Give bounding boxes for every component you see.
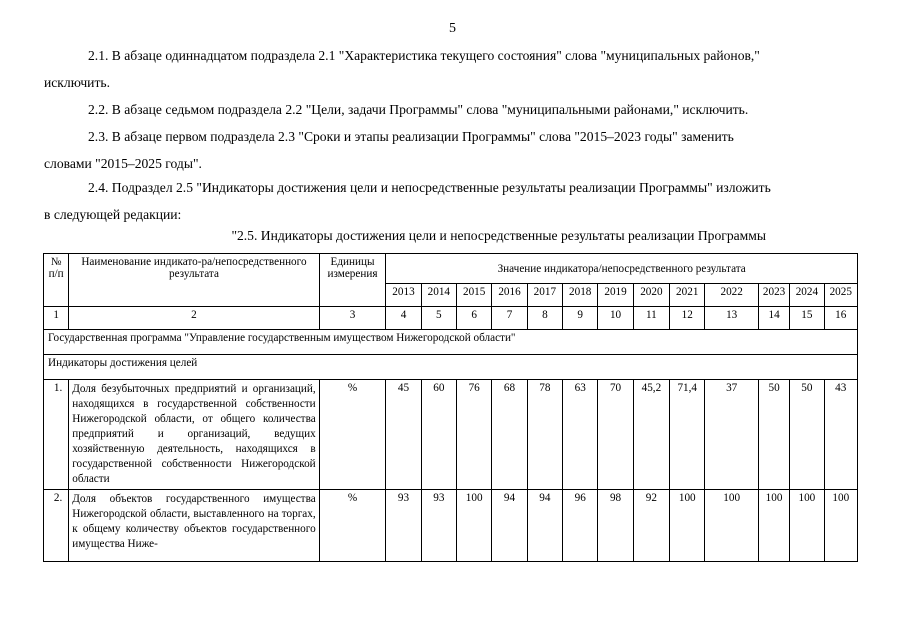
paragraph-2-2 xyxy=(44,96,856,123)
year-cell: 2022 xyxy=(705,284,759,307)
table-row xyxy=(44,380,858,490)
value-cell: 76 xyxy=(457,380,492,490)
paragraph-2-4 xyxy=(44,174,856,228)
page-number: 5 xyxy=(449,21,456,36)
index-cell: 6 xyxy=(457,307,492,330)
row-name: Доля объектов государственного имущества Нижегородской области, выставленного на торгах, к общему количеству объектов государственного имущества Ниже- xyxy=(69,490,319,562)
paragraph-text: 2.4. Подраздел 2.5 "Индикаторы достижения цели и непосредственные результаты реализации Программы" изложить xyxy=(88,180,771,195)
row-name: Доля безубыточных предприятий и организаций, находящихся в государственной собственности Нижегородской области, от общего количества предприятий и организаций, ведущих хозяйственную деятельность, находящихся в государственной собственности Нижегородской области xyxy=(69,380,319,490)
header-values-title: Значение индикатора/непосредственного результата xyxy=(386,254,858,284)
value-cell: 71,4 xyxy=(670,380,705,490)
index-cell: 12 xyxy=(670,307,705,330)
year-cell: 2014 xyxy=(421,284,456,307)
paragraph-text-cont: словами "2015–2025 годы". xyxy=(44,156,202,171)
year-cell: 2017 xyxy=(527,284,562,307)
value-cell: 50 xyxy=(758,380,789,490)
index-cell: 14 xyxy=(758,307,789,330)
index-cell: 4 xyxy=(386,307,421,330)
section-heading: "2.5. Индикаторы достижения цели и непосредственные результаты реализации Программы xyxy=(231,228,766,243)
index-cell: 9 xyxy=(563,307,598,330)
value-cell: 94 xyxy=(492,490,527,562)
index-cell: 8 xyxy=(527,307,562,330)
row-num: 1. xyxy=(44,380,69,490)
value-cell: 93 xyxy=(421,490,456,562)
row-unit: % xyxy=(319,490,386,562)
value-cell: 100 xyxy=(758,490,789,562)
value-cell: 70 xyxy=(598,380,633,490)
index-cell: 11 xyxy=(633,307,669,330)
value-cell: 93 xyxy=(386,490,421,562)
year-cell: 2025 xyxy=(824,284,857,307)
index-cell: 16 xyxy=(824,307,857,330)
value-cell: 60 xyxy=(421,380,456,490)
value-cell: 100 xyxy=(705,490,759,562)
index-cell: 15 xyxy=(790,307,824,330)
year-cell: 2019 xyxy=(598,284,633,307)
index-cell: 2 xyxy=(69,307,319,330)
paragraph-text: 2.2. В абзаце седьмом подраздела 2.2 "Цели, задачи Программы" слова "муниципальными районами," исключить. xyxy=(88,102,749,117)
value-cell: 94 xyxy=(527,490,562,562)
indicators-table xyxy=(43,253,858,562)
value-cell: 50 xyxy=(790,380,824,490)
row-num: 2. xyxy=(44,490,69,562)
paragraph-text-cont: в следующей редакции: xyxy=(44,207,182,222)
value-cell: 100 xyxy=(790,490,824,562)
value-cell: 78 xyxy=(527,380,562,490)
index-cell: 10 xyxy=(598,307,633,330)
value-cell: 43 xyxy=(824,380,857,490)
header-units: Единицы измерения xyxy=(319,254,386,307)
year-cell: 2023 xyxy=(758,284,789,307)
value-cell: 92 xyxy=(633,490,669,562)
index-cell: 13 xyxy=(705,307,759,330)
year-cell: 2018 xyxy=(563,284,598,307)
value-cell: 63 xyxy=(563,380,598,490)
year-cell: 2016 xyxy=(492,284,527,307)
header-num: № п/п xyxy=(44,254,69,307)
value-cell: 45,2 xyxy=(633,380,669,490)
header-name: Наименование индикато-ра/непосредственного результата xyxy=(69,254,319,307)
index-cell: 5 xyxy=(421,307,456,330)
paragraph-text: 2.3. В абзаце первом подраздела 2.3 "Сроки и этапы реализации Программы" слова "2015–2023 годы" заменить xyxy=(88,129,734,144)
index-cell: 1 xyxy=(44,307,69,330)
value-cell: 100 xyxy=(457,490,492,562)
paragraph-2-1 xyxy=(44,42,856,96)
row-unit: % xyxy=(319,380,386,490)
value-cell: 96 xyxy=(563,490,598,562)
value-cell: 68 xyxy=(492,380,527,490)
paragraph-text-cont: исключить. xyxy=(44,75,110,90)
program-row: Государственная программа "Управление государственным имуществом Нижегородской области" xyxy=(44,330,858,355)
year-cell: 2015 xyxy=(457,284,492,307)
year-cell: 2020 xyxy=(633,284,669,307)
paragraph-text: 2.1. В абзаце одиннадцатом подраздела 2.1 "Характеристика текущего состояния" слова "муниципальных районов," xyxy=(88,48,760,63)
year-cell: 2013 xyxy=(386,284,421,307)
table-row xyxy=(44,490,858,562)
index-cell: 3 xyxy=(319,307,386,330)
indicators-row: Индикаторы достижения целей xyxy=(44,355,858,380)
year-cell: 2021 xyxy=(670,284,705,307)
year-cell: 2024 xyxy=(790,284,824,307)
value-cell: 100 xyxy=(670,490,705,562)
value-cell: 98 xyxy=(598,490,633,562)
value-cell: 45 xyxy=(386,380,421,490)
paragraph-2-3 xyxy=(44,123,856,177)
value-cell: 100 xyxy=(824,490,857,562)
value-cell: 37 xyxy=(705,380,759,490)
index-cell: 7 xyxy=(492,307,527,330)
